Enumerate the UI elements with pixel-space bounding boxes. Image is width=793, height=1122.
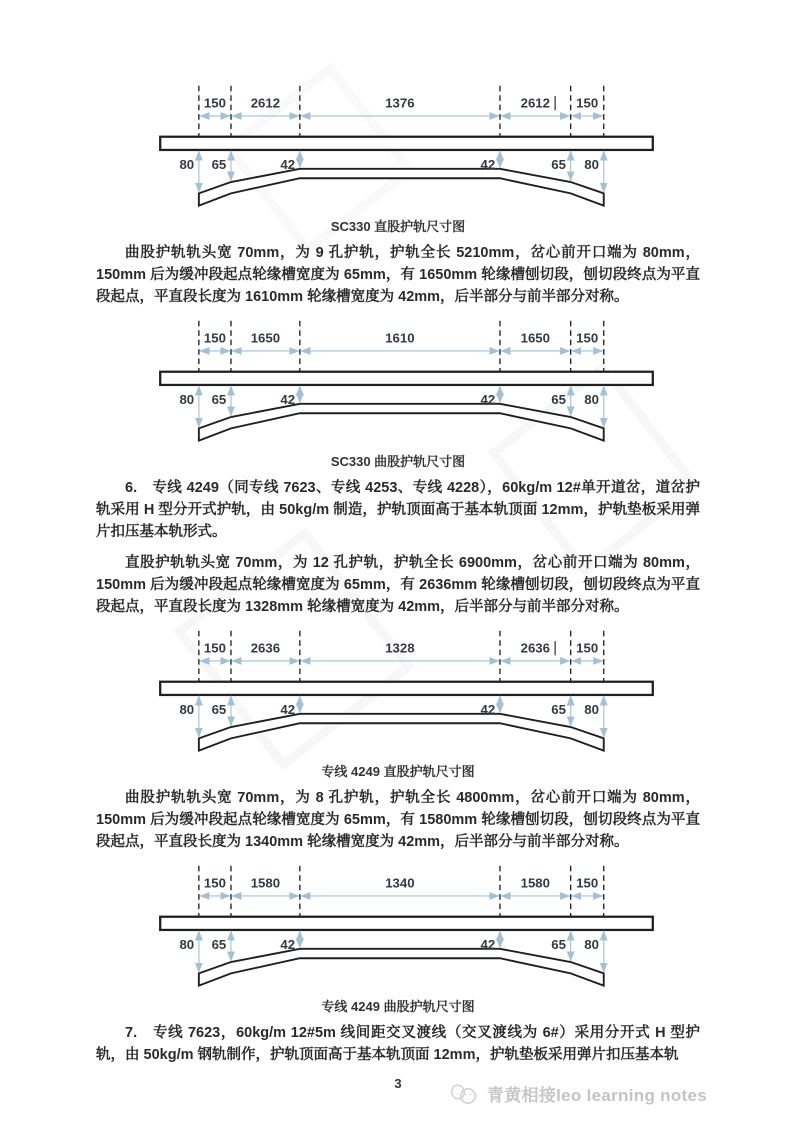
brand-footer — [450, 1081, 707, 1106]
svg-text:80: 80 — [584, 391, 600, 407]
svg-text:42: 42 — [280, 156, 296, 172]
paragraph-4249-straight: 直股护轨轨头宽 70mm，为 12 孔护轨，护轨全长 6900mm，岔心前开口端为 80mm，150mm 后为缓冲段起点轮缘槽宽度为 65mm，有 2636mm 轮缘槽刨切段，刨切段终点为平直段起点，平直段长度为 1328mm 轮缘槽宽度为 42mm，后半部分与前半部分对称。 — [96, 555, 700, 615]
svg-text:2636: 2636 — [520, 640, 550, 656]
list-item-6: 6. 专线 4249（同专线 7623、专线 4253、专线 4228），60kg/m 12#单开道岔，道岔护轨采用 H 型分开式护轨，由 50kg/m 制造，护轨顶面高于基本轨顶面 12mm，护轨垫板采用弹片扣压基本轨形式。 — [96, 480, 700, 540]
paragraph-4249-curved: 曲股护轨轨头宽 70mm，为 8 孔护轨，护轨全长 4800mm，岔心前开口端为 80mm，150mm 后为缓冲段起点轮缘槽宽度为 65mm，有 1580mm 轮缘槽刨切段，刨切段终点为平直段起点，平直段长度为 1340mm 轮缘槽宽度为 42mm，后半部分与前半部分对称。 — [96, 790, 700, 850]
svg-text:42: 42 — [480, 936, 496, 952]
paragraph-sc330-curved: 曲股护轨轨头宽 70mm，为 9 孔护轨，护轨全长 5210mm，岔心前开口端为 80mm，150mm 后为缓冲段起点轮缘槽宽度为 65mm，有 1650mm 轮缘槽刨切段，刨切段终点为平直段起点，平直段长度为 1610mm 轮缘槽宽度为 42mm，后半部分与前半部分对称。 — [96, 245, 700, 305]
svg-text:65: 65 — [211, 936, 227, 952]
svg-text:65: 65 — [211, 391, 227, 407]
svg-text:80: 80 — [179, 391, 195, 407]
svg-text:1328: 1328 — [385, 640, 415, 656]
svg-text:150: 150 — [203, 330, 226, 346]
figure-4249-straight — [96, 627, 700, 780]
figure-4249-curved — [96, 862, 700, 1015]
svg-text:150: 150 — [576, 640, 599, 656]
svg-text:150: 150 — [203, 640, 226, 656]
zx4249-curved-guard-rail-diagram — [96, 862, 700, 996]
svg-text:150: 150 — [576, 95, 599, 111]
figure-sc330-straight — [96, 82, 700, 235]
svg-text:150: 150 — [203, 875, 226, 891]
sc330-straight-guard-rail-diagram — [96, 82, 700, 216]
svg-text:65: 65 — [551, 156, 566, 172]
figure-caption: 专线 4249 曲股护轨尺寸图 — [321, 999, 475, 1014]
svg-text:1580: 1580 — [520, 875, 550, 891]
svg-text:80: 80 — [584, 936, 600, 952]
sc330-curved-guard-rail-diagram — [96, 317, 700, 451]
list-item-7: 7. 专线 7623，60kg/m 12#5m 线间距交叉渡线（交叉渡线为 6#）采用分开式 H 型护轨，由 50kg/m 钢轨制作，护轨顶面高于基本轨顶面 12mm，护轨垫板采用弹片扣压基本轨 — [96, 1025, 700, 1063]
figure-caption: SC330 直股护轨尺寸图 — [330, 219, 466, 234]
svg-text:42: 42 — [480, 391, 496, 407]
page-number: 3 — [394, 1076, 402, 1091]
svg-text:1650: 1650 — [520, 330, 550, 346]
svg-text:1650: 1650 — [250, 330, 281, 346]
svg-text:2636: 2636 — [250, 640, 281, 656]
svg-text:150: 150 — [203, 95, 226, 111]
svg-text:42: 42 — [280, 701, 296, 717]
svg-text:80: 80 — [584, 156, 600, 172]
svg-text:42: 42 — [280, 391, 296, 407]
svg-text:42: 42 — [280, 936, 296, 952]
svg-text:80: 80 — [179, 156, 195, 172]
svg-text:150: 150 — [576, 330, 599, 346]
svg-text:65: 65 — [551, 936, 566, 952]
figure-caption: SC330 曲股护轨尺寸图 — [330, 454, 466, 469]
svg-text:65: 65 — [211, 701, 227, 717]
svg-text:1610: 1610 — [385, 330, 415, 346]
svg-text:150: 150 — [576, 875, 599, 891]
svg-text:80: 80 — [584, 701, 600, 717]
svg-text:42: 42 — [480, 701, 496, 717]
figure-sc330-curved — [96, 317, 700, 470]
svg-text:1376: 1376 — [385, 95, 415, 111]
svg-text:1340: 1340 — [385, 875, 415, 891]
svg-text:65: 65 — [551, 701, 566, 717]
svg-text:65: 65 — [211, 156, 227, 172]
figure-caption: 专线 4249 直股护轨尺寸图 — [321, 764, 475, 779]
svg-text:42: 42 — [480, 156, 496, 172]
page-content — [96, 78, 700, 1091]
zx4249-straight-guard-rail-diagram — [96, 627, 700, 761]
svg-text:2612: 2612 — [520, 95, 550, 111]
svg-text:65: 65 — [551, 391, 566, 407]
brand-logo-icon — [450, 1083, 480, 1105]
svg-text:80: 80 — [179, 701, 195, 717]
brand-text: 青黄相接leo learning notes — [486, 1086, 707, 1105]
svg-text:80: 80 — [179, 936, 195, 952]
svg-text:2612: 2612 — [250, 95, 281, 111]
svg-text:1580: 1580 — [250, 875, 281, 891]
